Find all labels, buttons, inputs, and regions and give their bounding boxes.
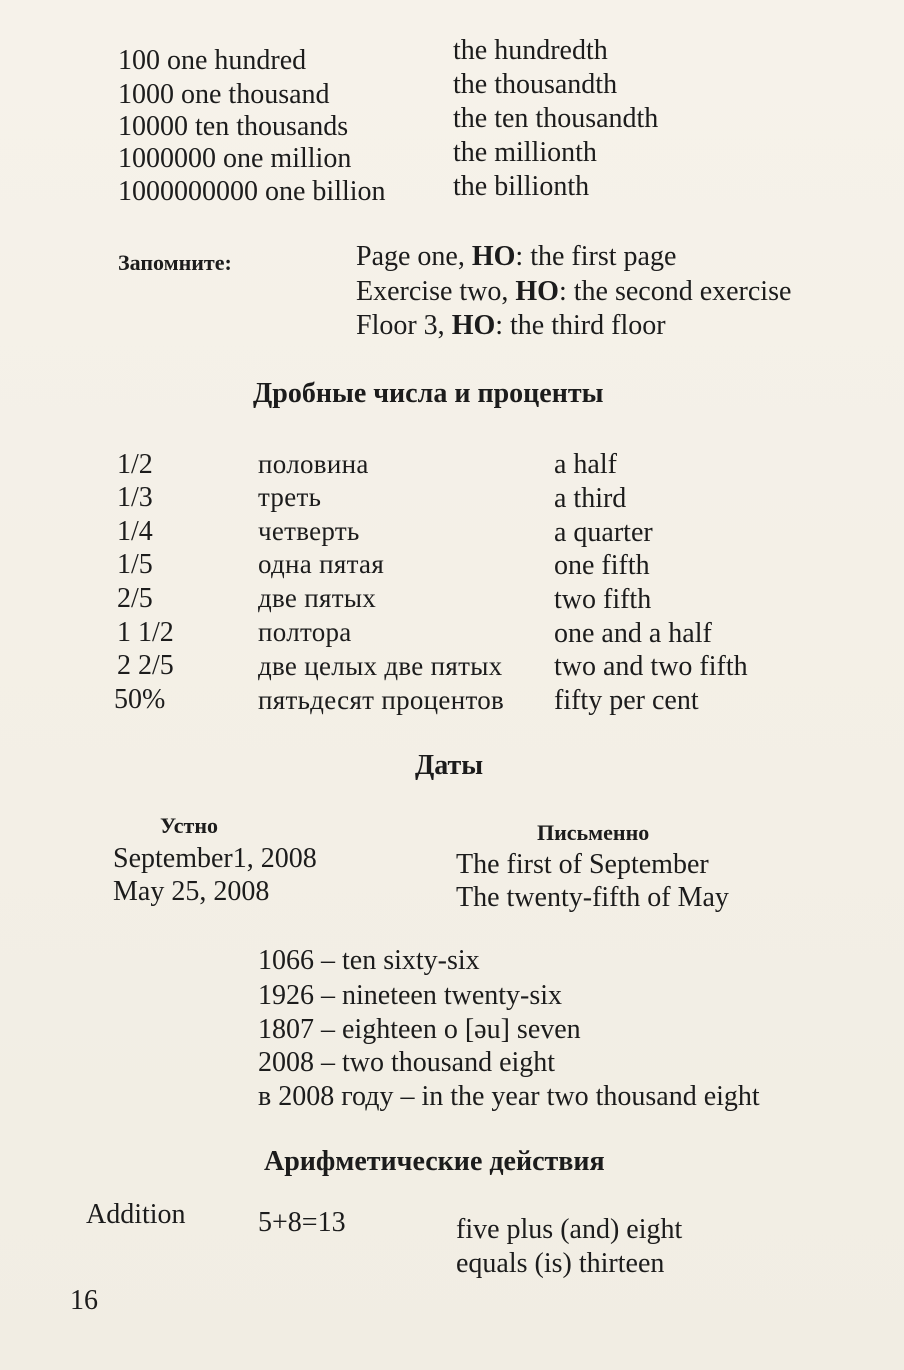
date-oral: May 25, 2008 bbox=[113, 876, 270, 907]
operation-expression: 5+8=13 bbox=[258, 1207, 346, 1238]
fraction-en: a half bbox=[554, 449, 617, 480]
fractions-heading: Дробные числа и проценты bbox=[253, 378, 604, 409]
year-reading: 1066 – ten sixty-six bbox=[258, 945, 480, 976]
fraction-en: fifty per cent bbox=[554, 685, 699, 716]
fraction-en: two fifth bbox=[554, 584, 652, 615]
fraction-num: 1/5 bbox=[117, 549, 153, 580]
cardinal-100: 100 one hundred bbox=[118, 45, 307, 76]
ho-word: НО bbox=[471, 241, 516, 272]
date-written: The twenty-fifth of May bbox=[456, 882, 729, 913]
year-reading: 1807 – eighteen o [əu] seven bbox=[258, 1014, 581, 1045]
year-reading: 1926 – nineteen twenty-six bbox=[258, 980, 563, 1011]
fraction-num: 1/3 bbox=[117, 482, 153, 513]
fraction-ru: полтора bbox=[258, 617, 352, 647]
dates-heading: Даты bbox=[415, 750, 484, 781]
ordinal-1000000000: the billionth bbox=[453, 171, 590, 202]
remember-line-pre: Floor 3, bbox=[356, 310, 452, 341]
operation-reading: five plus (and) eight bbox=[456, 1214, 683, 1245]
fraction-num: 2 2/5 bbox=[117, 650, 174, 681]
fraction-en: two and two fifth bbox=[554, 651, 748, 682]
year-reading: в 2008 году – in the year two thousand eight bbox=[258, 1081, 760, 1112]
remember-line bbox=[356, 275, 791, 309]
remember-line-post: : the third floor bbox=[495, 310, 666, 341]
fraction-ru: половина bbox=[258, 449, 369, 479]
year-reading: 2008 – two thousand eight bbox=[258, 1047, 556, 1078]
date-oral: September1, 2008 bbox=[113, 843, 317, 874]
ordinal-1000000: the millionth bbox=[453, 137, 597, 168]
remember-line-post: : the first page bbox=[515, 241, 677, 272]
ho-word: НО bbox=[451, 310, 496, 341]
ordinal-10000: the ten thousandth bbox=[453, 103, 659, 134]
remember-line-pre: Page one, bbox=[356, 241, 472, 272]
fraction-num: 1 1/2 bbox=[117, 617, 174, 648]
operation-reading: equals (is) thirteen bbox=[456, 1248, 665, 1279]
operation-name: Addition bbox=[86, 1199, 186, 1230]
fraction-en: a third bbox=[554, 483, 627, 514]
fraction-num: 2/5 bbox=[117, 583, 153, 614]
fraction-ru: одна пятая bbox=[258, 549, 385, 579]
fraction-ru: четверть bbox=[258, 516, 360, 546]
remember-line-post: : the second exercise bbox=[558, 276, 792, 307]
fraction-ru: две целых две пятых bbox=[258, 651, 503, 681]
arithmetic-heading: Арифметические действия bbox=[264, 1146, 605, 1177]
oral-label: Устно bbox=[160, 813, 219, 838]
cardinal-1000000: 1000000 one million bbox=[118, 143, 352, 174]
fraction-ru: треть bbox=[258, 482, 322, 512]
remember-line bbox=[356, 309, 666, 343]
cardinal-1000: 1000 one thousand bbox=[118, 79, 330, 110]
fraction-en: one and a half bbox=[554, 618, 712, 649]
page-number: 16 bbox=[70, 1285, 98, 1316]
date-written: The first of September bbox=[456, 849, 709, 880]
remember-line-pre: Exercise two, bbox=[356, 276, 516, 307]
remember-label: Запомните: bbox=[118, 250, 232, 275]
fraction-ru: пятьдесят процентов bbox=[258, 685, 505, 715]
fraction-ru: две пятых bbox=[258, 583, 377, 613]
remember-line bbox=[356, 240, 676, 274]
fraction-en: one fifth bbox=[554, 550, 650, 581]
ho-word: НО bbox=[515, 276, 559, 307]
cardinal-10000: 10000 ten thousands bbox=[118, 111, 349, 142]
ordinal-100: the hundredth bbox=[453, 35, 608, 66]
fraction-num: 50% bbox=[114, 684, 166, 715]
fraction-num: 1/2 bbox=[117, 449, 153, 480]
ordinal-1000: the thousandth bbox=[453, 69, 618, 100]
fraction-en: a quarter bbox=[554, 517, 653, 548]
written-label: Письменно bbox=[537, 820, 650, 845]
fraction-num: 1/4 bbox=[117, 516, 153, 547]
cardinal-1000000000: 1000000000 one billion bbox=[118, 176, 386, 207]
